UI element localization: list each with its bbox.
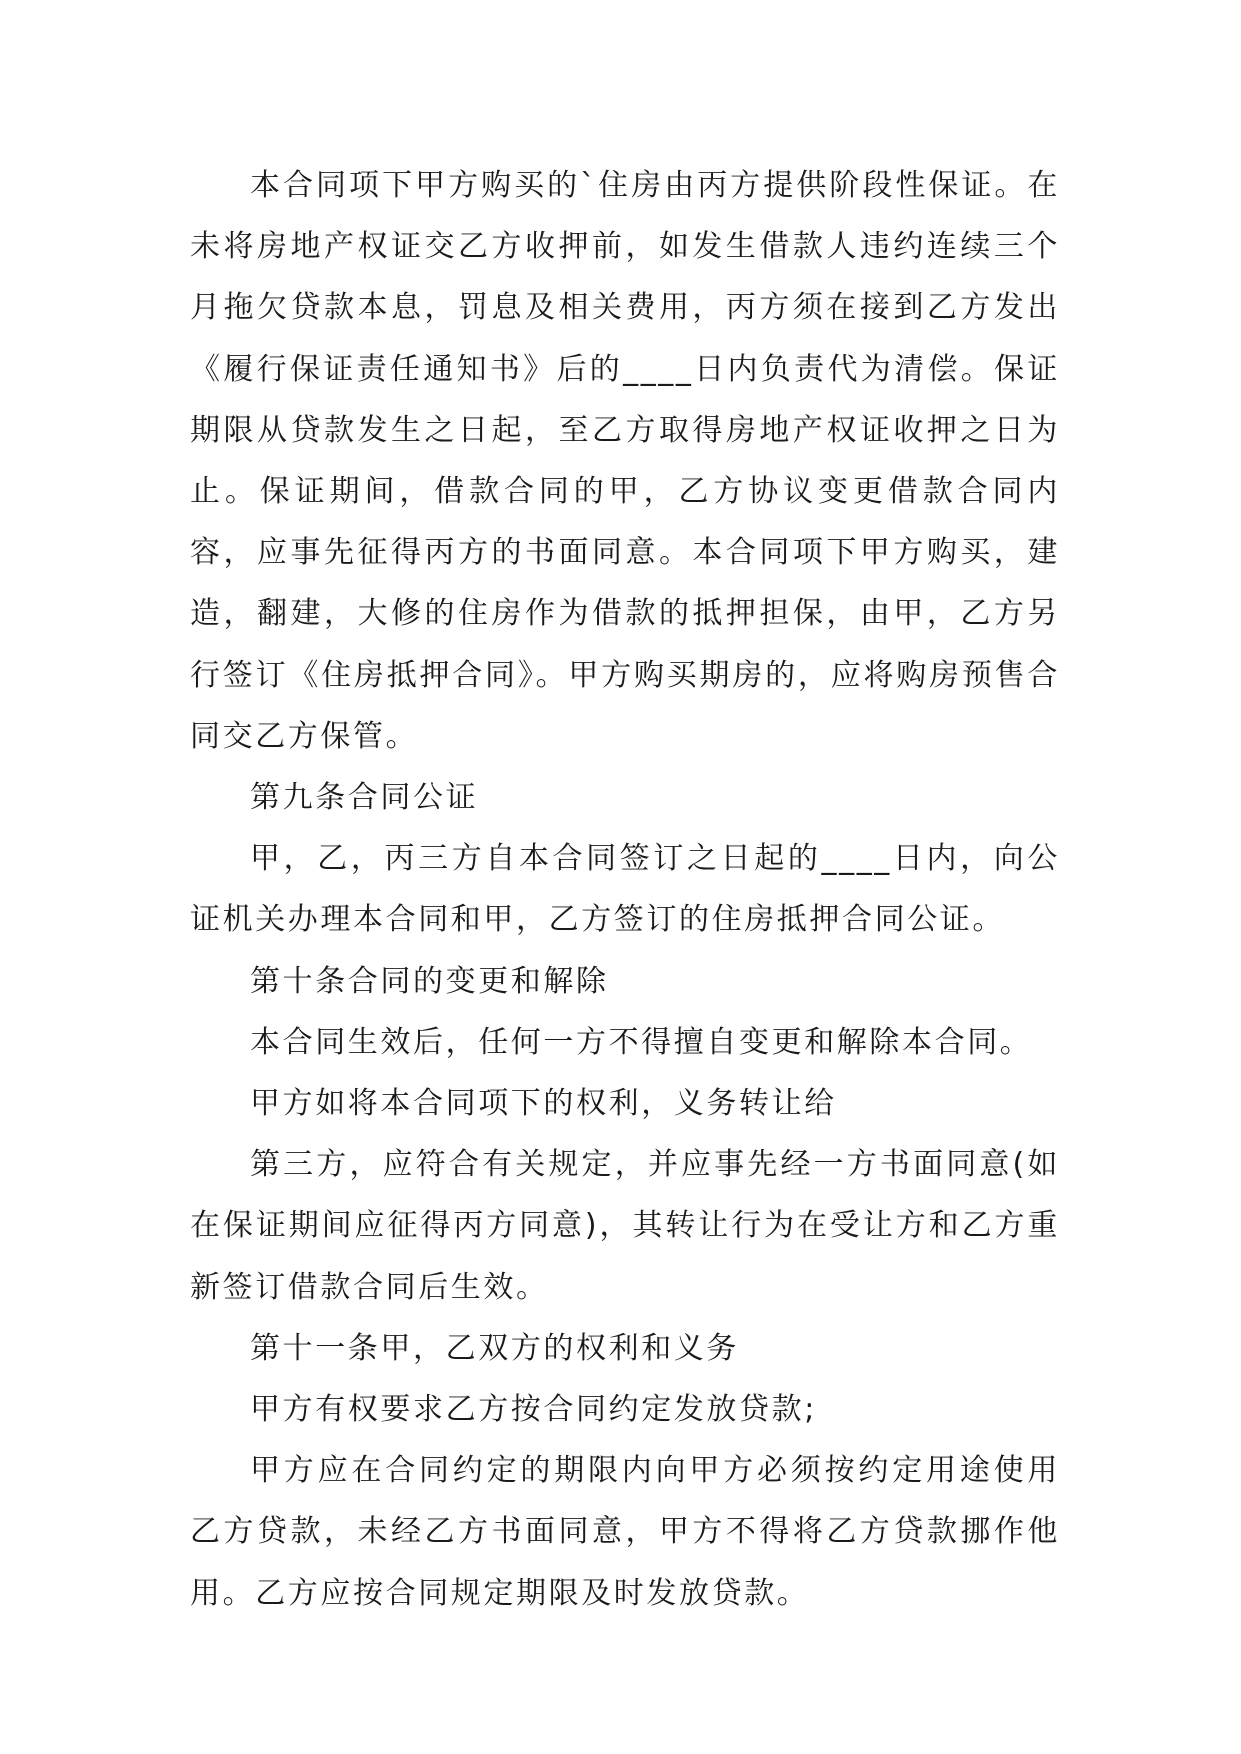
paragraph-no-change: 本合同生效后，任何一方不得擅自变更和解除本合同。 [250, 1024, 1033, 1060]
paragraph-transfer: 甲方如将本合同项下的权利，义务转让给 [250, 1086, 837, 1122]
paragraph-third-party: 第三方，应符合有关规定，并应事先经一方书面同意(如在保证期间应征得丙方同意)，其转让行为在受让方和乙方重新签订借款合同后生效。 [190, 1147, 1060, 1305]
document-page [190, 155, 1060, 1624]
paragraph-guarantee: 本合同项下甲方购买的`住房由丙方提供阶段性保证。在未将房地产权证交乙方收押前，如发生借款人违约连续三个月拖欠贷款本息，罚息及相关费用，丙方须在接到乙方发出《履行保证责任通知书》后的____日内负责代为清偿。保证期限从贷款发生之日起，至乙方取得房地产权证收押之日为止。保证期间，借款合同的甲，乙方协议变更借款合同内容，应事先征得丙方的书面同意。本合同项下甲方购买，建造，翻建，大修的住房作为借款的抵押担保，由甲，乙方另行签订《住房抵押合同》。甲方购买期房的，应将购房预售合同交乙方保管。 [190, 168, 1060, 754]
heading-article-10: 第十条合同的变更和解除 [250, 963, 609, 999]
paragraph-right-loan: 甲方有权要求乙方按合同约定发放贷款; [250, 1392, 817, 1428]
paragraph-notarization: 甲，乙，丙三方自本合同签订之日起的____日内，向公证机关办理本合同和甲，乙方签订的住房抵押合同公证。 [190, 841, 1060, 938]
heading-article-11: 第十一条甲，乙双方的权利和义务 [250, 1330, 739, 1366]
heading-article-9: 第九条合同公证 [250, 780, 479, 816]
paragraph-loan-usage: 甲方应在合同约定的期限内向甲方必须按约定用途使用乙方贷款，未经乙方书面同意，甲方不得将乙方贷款挪作他用。乙方应按合同规定期限及时发放贷款。 [190, 1453, 1060, 1611]
